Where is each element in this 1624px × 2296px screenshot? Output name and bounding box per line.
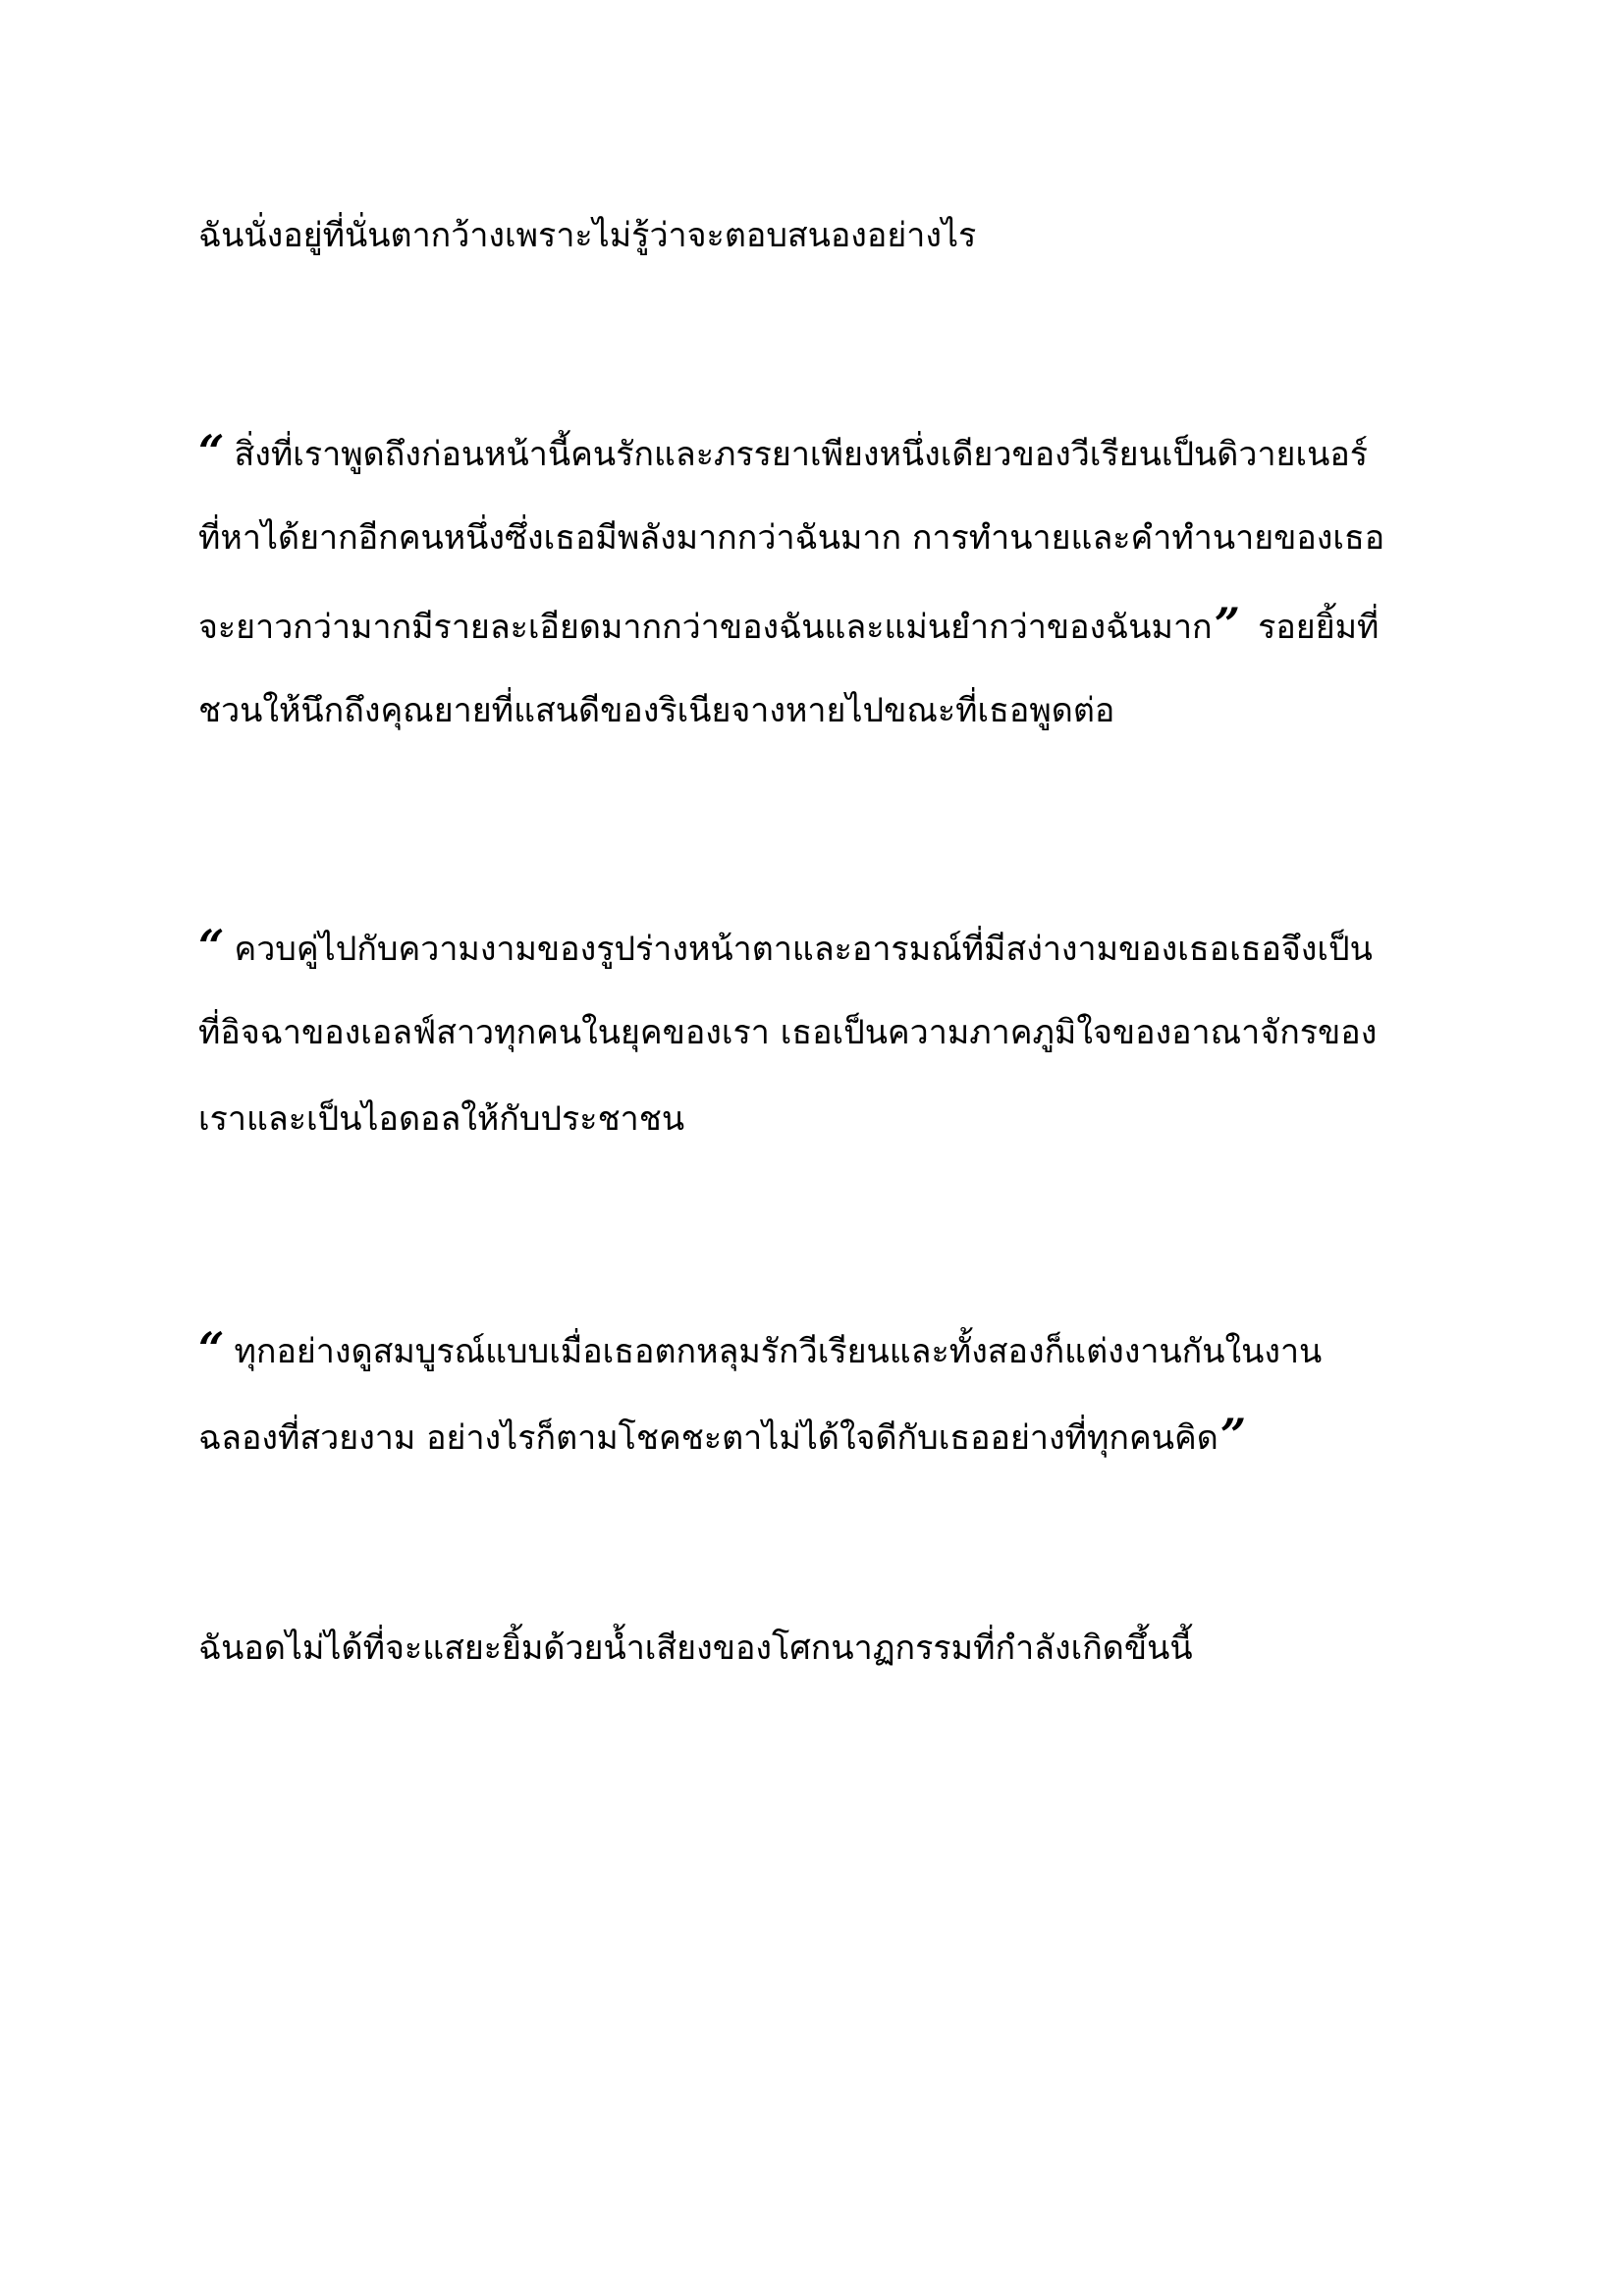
paragraph-2-line-3-after: รอยยิ้มที่ (1258, 608, 1380, 647)
paragraph-2-line-3 (198, 581, 1465, 667)
paragraph-1-line-1: ฉันนั่งอยู่ที่นั่นตากว้างเพราะไม่รู้ว่าจะตอบสนองอย่างไร (198, 216, 977, 255)
paragraph-3-line-1-text: ควบคู่ไปกับความงามของรูปร่างหน้าตาและอารมณ์ที่มีสง่างามของเธอเธอจึงเป็น (234, 930, 1373, 969)
paragraph-4-line-1 (198, 1306, 1465, 1392)
close-quote-mark: ” (1219, 1409, 1247, 1462)
paragraph-2-line-3-text: จะยาวกว่ามากมีรายละเอียดมากกว่าของฉันและแม่นยำกว่าของฉันมาก (198, 608, 1213, 647)
close-quote-mark: ” (1214, 598, 1241, 651)
paragraph-2-line-2: ที่หาได้ยากอีกคนหนึ่งซึ่งเธอมีพลังมากกว่าฉันมาก การทำนายและคำทำนายของเธอ (198, 518, 1385, 558)
paragraph-5 (198, 1605, 1465, 1691)
paragraph-2-line-1 (198, 408, 1465, 495)
paragraph-4-line-2-text: ฉลองที่สวยงาม อย่างไรก็ตามโชคชะตาไม่ได้ใจดีกับเธออย่างที่ทุกคนคิด (198, 1418, 1218, 1458)
open-quote-mark: “ (198, 1322, 225, 1375)
paragraph-2-line-4: ชวนให้นึกถึงคุณยายที่แสนดีของริเนียจางหายไปขณะที่เธอพูดต่อ (198, 691, 1115, 730)
paragraph-3-line-3: เราและเป็นไอดอลให้กับประชาชน (198, 1099, 685, 1139)
paragraph-4-line-2 (198, 1392, 1465, 1478)
paragraph-5-line-1: ฉันอดไม่ได้ที่จะแสยะยิ้มด้วยน้ำเสียงของโศกนาฏกรรมที่กำลังเกิดขึ้นนี้ (198, 1629, 1193, 1668)
paragraph-3-line-1 (198, 903, 1465, 989)
open-quote-mark: “ (198, 425, 225, 478)
paragraph-4 (198, 1306, 1465, 1478)
open-quote-mark: “ (198, 920, 225, 973)
paragraph-3 (198, 903, 1465, 1162)
paragraph-3-line-2: ที่อิจฉาของเอลฟ์สาวทุกคนในยุคของเรา เธอเป็นความภาคภูมิใจของอาณาจักรของ (198, 1013, 1378, 1052)
paragraph-1 (198, 192, 1465, 279)
paragraph-4-line-1-text: ทุกอย่างดูสมบูรณ์แบบเมื่อเธอตกหลุมรักวีเรียนและทั้งสองก็แต่งงานกันในงาน (234, 1332, 1323, 1371)
paragraph-2-line-1-text: สิ่งที่เราพูดถึงก่อนหน้านี้คนรักและภรรยาเพียงหนึ่งเดียวของวีเรียนเป็นดิวายเนอร์ (234, 435, 1369, 474)
paragraph-2 (198, 408, 1465, 754)
